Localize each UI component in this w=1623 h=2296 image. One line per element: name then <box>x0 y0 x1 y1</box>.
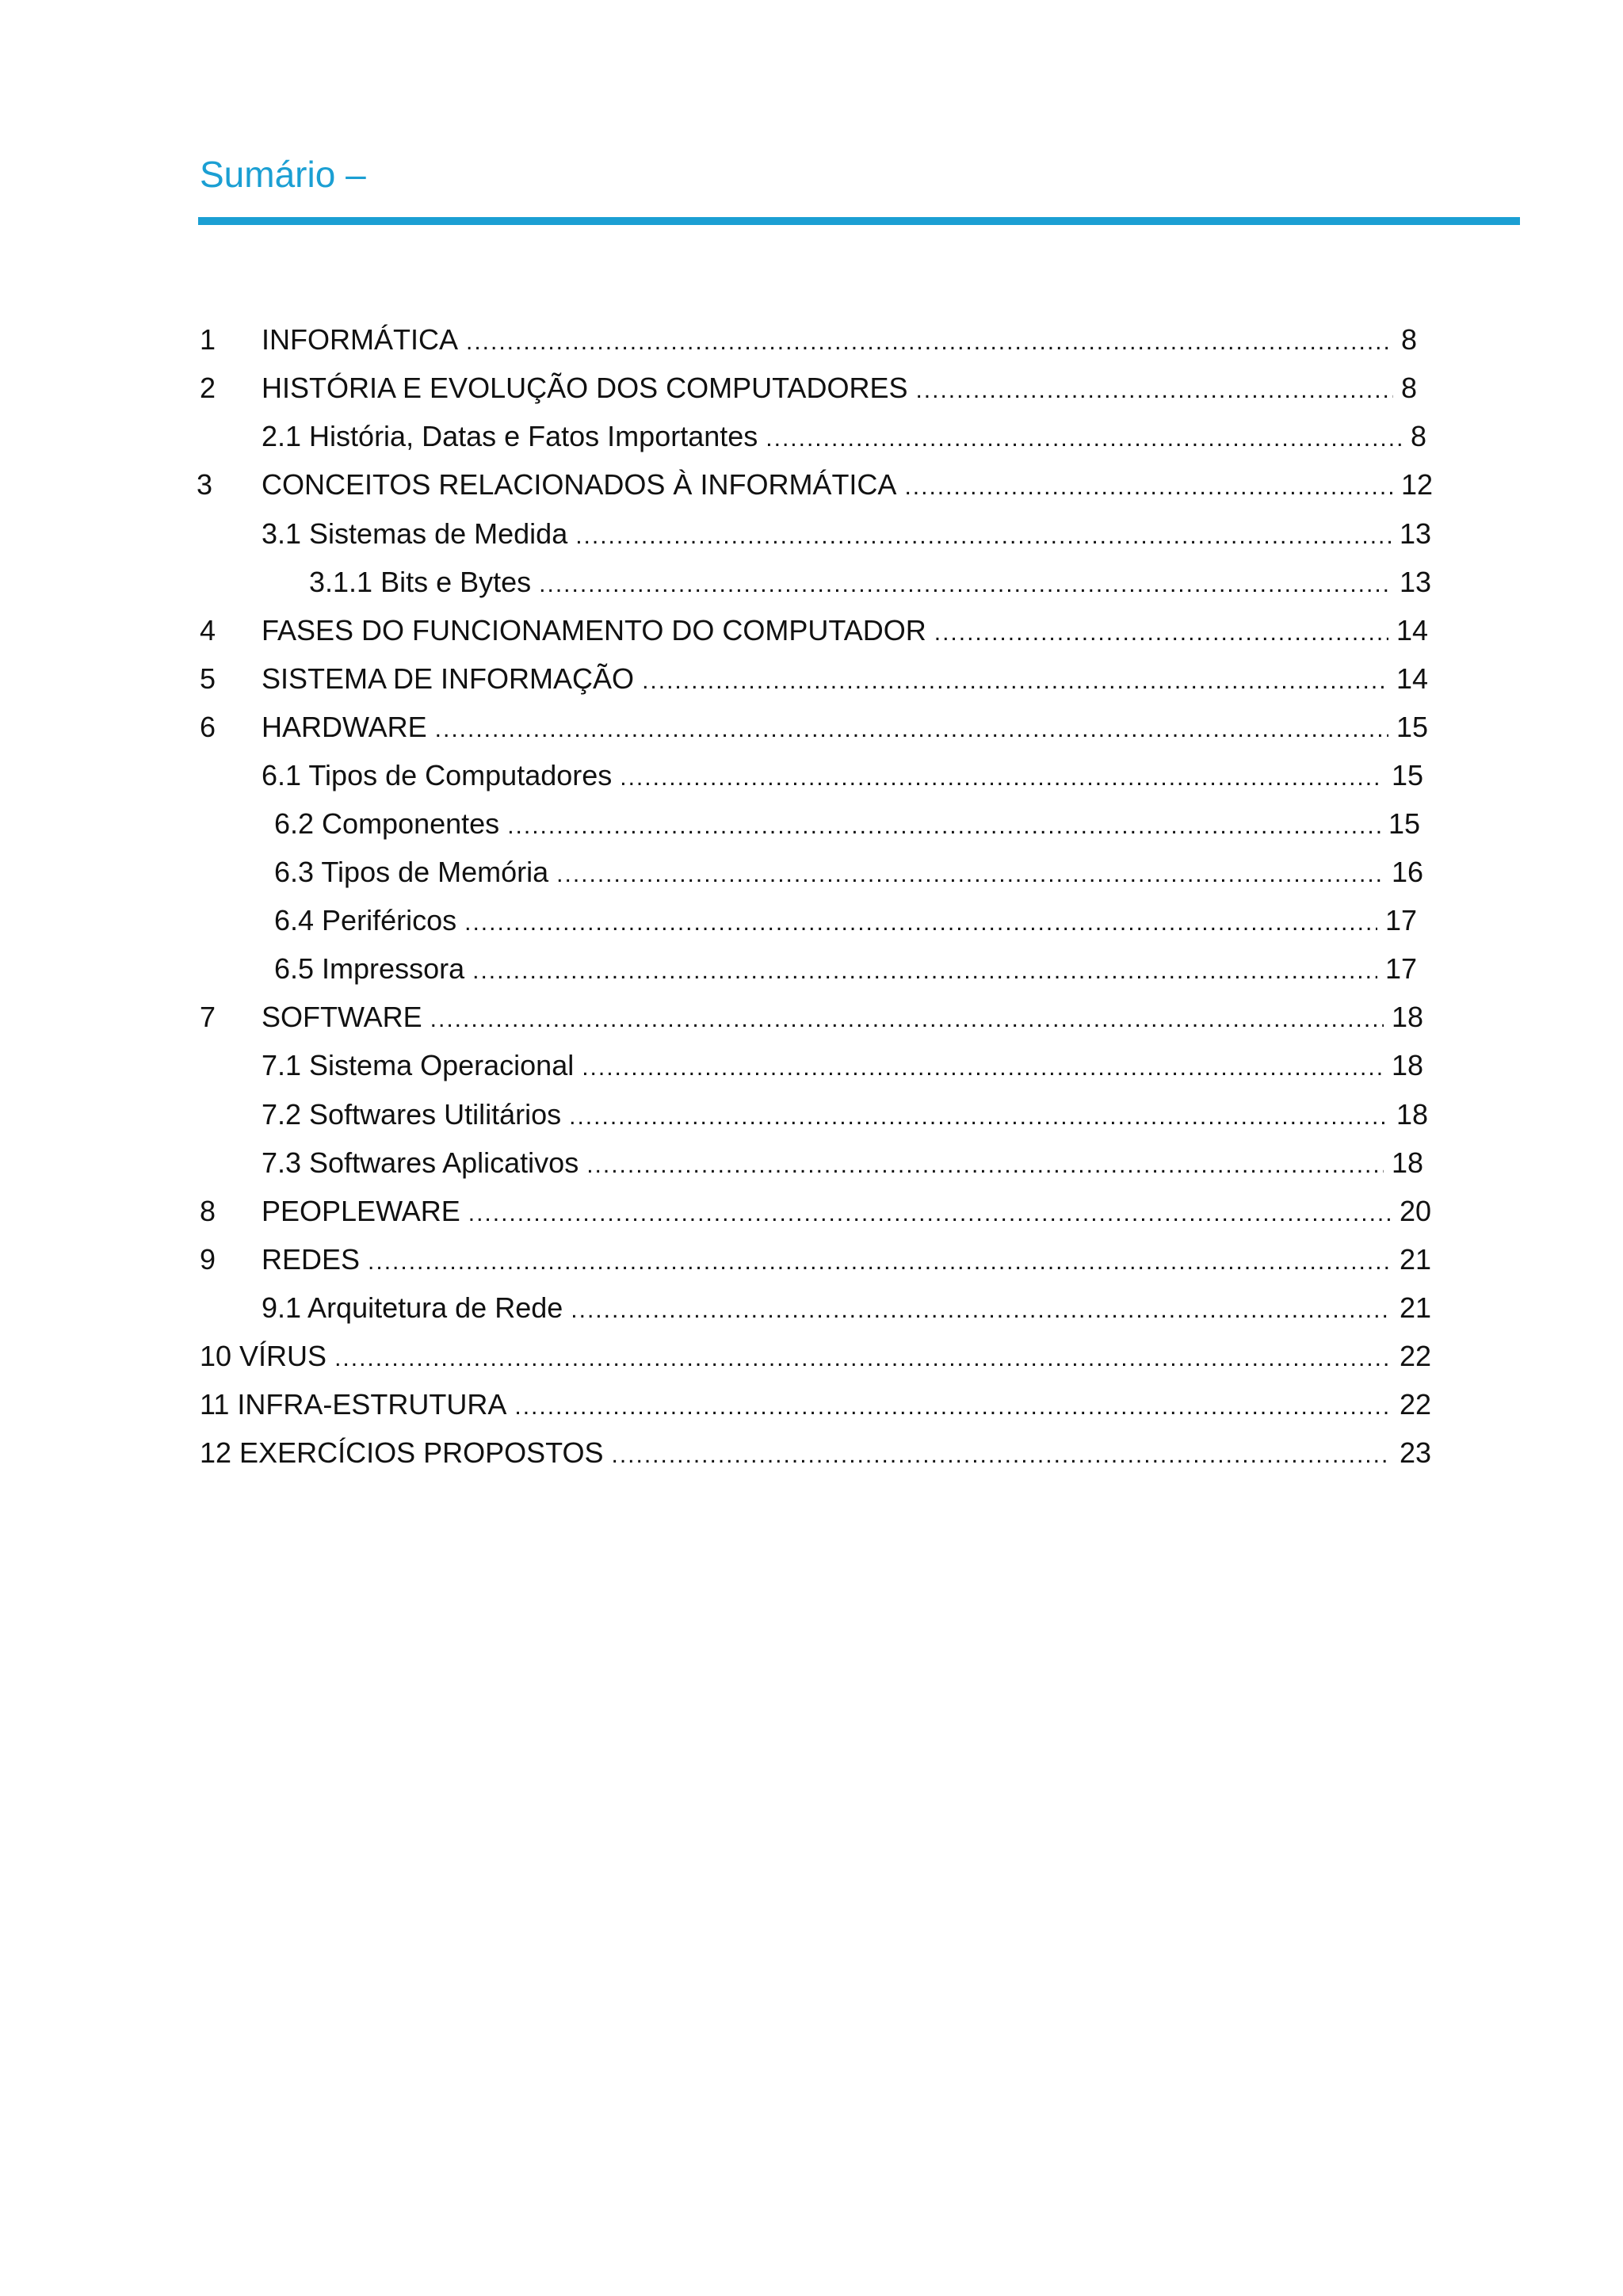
toc-page-number: 23 <box>1399 1436 1431 1469</box>
toc-entry <box>262 418 1426 456</box>
toc-page-number: 18 <box>1391 1146 1423 1179</box>
toc-entry-label: 6.2 Componentes <box>274 807 500 840</box>
page-title: Sumário – <box>200 154 366 195</box>
toc-entry <box>274 950 1417 988</box>
toc-page-number: 18 <box>1396 1098 1428 1131</box>
toc-dot-leader <box>556 856 1384 894</box>
toc-entry-label: 3.1 Sistemas de Medida <box>262 517 568 550</box>
toc-entry <box>200 1337 1431 1375</box>
toc-entry <box>200 369 1417 407</box>
toc-page-number: 8 <box>1410 420 1426 452</box>
toc-entry <box>197 466 1433 504</box>
toc-entry-number: 5 <box>200 662 216 695</box>
toc-page-number: 8 <box>1400 323 1417 356</box>
toc-entry <box>200 1386 1431 1424</box>
toc-page-number: 21 <box>1399 1291 1431 1324</box>
toc-entry-label: 11 INFRA-ESTRUTURA <box>200 1388 507 1421</box>
toc-page-number: 20 <box>1399 1195 1431 1227</box>
toc-entry-number: 4 <box>200 614 216 646</box>
toc-dot-leader <box>472 952 1377 990</box>
toc-entry-label: 7.3 Softwares Aplicativos <box>262 1146 579 1179</box>
toc-dot-leader <box>611 1436 1391 1474</box>
toc-page-number: 13 <box>1399 517 1431 550</box>
toc-entry <box>200 708 1428 746</box>
toc-entry <box>200 1192 1431 1230</box>
toc-entry-label: 2.1 História, Datas e Fatos Importantes <box>262 420 758 452</box>
toc-dot-leader <box>766 420 1403 458</box>
toc-page-number: 17 <box>1384 952 1417 985</box>
toc-entry-label: 7.1 Sistema Operacional <box>262 1049 575 1081</box>
toc-page-number: 17 <box>1384 904 1417 936</box>
toc-page-number: 18 <box>1391 1049 1423 1081</box>
toc-entry-label: 10 VÍRUS <box>200 1340 327 1372</box>
toc-page-number: 22 <box>1399 1388 1431 1421</box>
toc-entry-number: 6 <box>200 711 216 743</box>
toc-dot-leader <box>464 904 1377 942</box>
toc-entry-label: PEOPLEWARE <box>262 1195 460 1227</box>
toc-dot-leader <box>368 1243 1392 1281</box>
toc-dot-leader <box>507 807 1381 845</box>
toc-entry-label: HARDWARE <box>262 711 427 743</box>
toc-entry-label: 6.3 Tipos de Memória <box>274 856 549 888</box>
toc-entry-label: REDES <box>262 1243 361 1276</box>
toc-entry-label: CONCEITOS RELACIONADOS À INFORMÁTICA <box>262 468 897 501</box>
toc-entry <box>262 1047 1423 1085</box>
toc-page-number: 22 <box>1399 1340 1431 1372</box>
toc-entry <box>274 805 1420 843</box>
toc-entry <box>262 1144 1423 1182</box>
toc-dot-leader <box>334 1340 1392 1378</box>
toc-page-number: 15 <box>1388 807 1420 840</box>
toc-page-number: 12 <box>1400 468 1433 501</box>
toc-entry-label: 6.5 Impressora <box>274 952 465 985</box>
toc-entry-number: 3 <box>197 468 213 501</box>
toc-page-number: 14 <box>1396 662 1428 695</box>
toc-dot-leader <box>539 566 1392 604</box>
toc-page-number: 15 <box>1391 759 1423 791</box>
toc-entry-label: 9.1 Arquitetura de Rede <box>262 1291 563 1324</box>
toc-entry <box>200 321 1417 359</box>
toc-entry <box>200 612 1428 650</box>
toc-entry-label: 7.2 Softwares Utilitários <box>262 1098 562 1131</box>
toc-entry <box>262 515 1431 553</box>
toc-entry <box>274 902 1417 940</box>
toc-entry <box>200 660 1428 698</box>
toc-entry <box>200 1434 1431 1472</box>
toc-entry-number: 8 <box>200 1195 216 1227</box>
toc-dot-leader <box>642 662 1388 700</box>
toc-dot-leader <box>468 1195 1392 1233</box>
toc-entry-number: 2 <box>200 372 216 404</box>
toc-entry-label: SISTEMA DE INFORMAÇÃO <box>262 662 635 695</box>
toc-entry <box>262 757 1423 795</box>
toc-page-number: 8 <box>1400 372 1417 404</box>
toc-entry-number: 9 <box>200 1243 216 1276</box>
toc-entry-label: 6.1 Tipos de Computadores <box>262 759 613 791</box>
toc-entry <box>309 563 1431 601</box>
toc-dot-leader <box>575 517 1392 555</box>
toc-dot-leader <box>571 1291 1392 1329</box>
toc-entry <box>200 1241 1431 1279</box>
toc-entry <box>262 1289 1431 1327</box>
toc-entry-label: 6.4 Periféricos <box>274 904 457 936</box>
toc-dot-leader <box>904 468 1393 506</box>
toc-entry-label: SOFTWARE <box>262 1001 422 1033</box>
toc-page-number: 16 <box>1391 856 1423 888</box>
toc-dot-leader <box>435 711 1388 749</box>
toc-entry-label: 12 EXERCÍCIOS PROPOSTOS <box>200 1436 604 1469</box>
toc-dot-leader <box>620 759 1384 797</box>
toc-page-number: 15 <box>1396 711 1428 743</box>
toc-page-number: 21 <box>1399 1243 1431 1276</box>
toc-dot-leader <box>915 372 1393 410</box>
toc-dot-leader <box>466 323 1393 361</box>
toc-dot-leader <box>586 1146 1384 1184</box>
toc-page-number: 14 <box>1396 614 1428 646</box>
toc-dot-leader <box>934 614 1388 652</box>
toc-entry-label: 3.1.1 Bits e Bytes <box>309 566 532 598</box>
toc-entry-number: 1 <box>200 323 216 356</box>
toc-page-number: 18 <box>1391 1001 1423 1033</box>
toc-dot-leader <box>514 1388 1392 1426</box>
toc-entry <box>262 1096 1428 1134</box>
toc-entry-label: FASES DO FUNCIONAMENTO DO COMPUTADOR <box>262 614 926 646</box>
toc-dot-leader <box>582 1049 1384 1087</box>
toc-entry <box>200 998 1423 1036</box>
toc-entry-label: INFORMÁTICA <box>262 323 458 356</box>
toc-entry <box>274 853 1423 891</box>
toc-page-number: 13 <box>1399 566 1431 598</box>
toc-dot-leader <box>569 1098 1388 1136</box>
toc-entry-label: HISTÓRIA E EVOLUÇÃO DOS COMPUTADORES <box>262 372 908 404</box>
toc-dot-leader <box>430 1001 1384 1039</box>
toc-entry-number: 7 <box>200 1001 216 1033</box>
